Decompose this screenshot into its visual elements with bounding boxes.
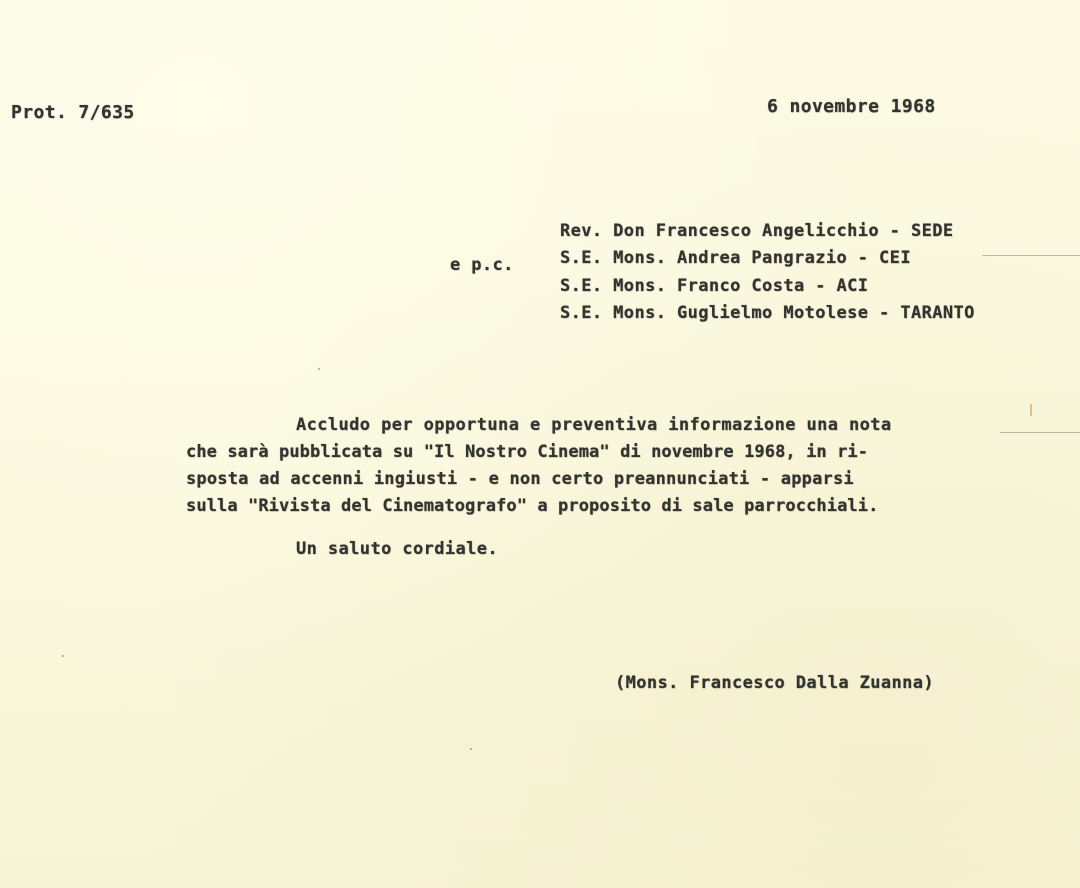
protocol-number: Prot. 7/635 <box>11 102 135 123</box>
margin-line-mark <box>1000 432 1080 433</box>
paper-speck <box>470 748 472 750</box>
letter-date: 6 novembre 1968 <box>767 96 936 117</box>
recipient-line-2: S.E. Mons. Andrea Pangrazio - CEI <box>560 248 911 268</box>
body-line-4: sulla "Rivista del Cinematografo" a proposito di sale parrocchiali. <box>186 496 879 516</box>
body-line-1: Accludo per opportuna e preventiva informazione una nota <box>296 415 892 435</box>
body-line-3: sposta ad accenni ingiusti - e non certo preannunciati - apparsi <box>186 469 854 489</box>
recipient-line-1: Rev. Don Francesco Angelicchio - SEDE <box>560 221 954 241</box>
cc-label: e p.c. <box>450 255 514 275</box>
greeting-line: Un saluto cordiale. <box>296 539 499 559</box>
signature-line: (Mons. Francesco Dalla Zuanna) <box>615 673 935 693</box>
body-line-2: che sarà pubblicata su "Il Nostro Cinema" di novembre 1968, in ri- <box>186 442 869 462</box>
paper-speck <box>62 655 64 657</box>
margin-line-mark <box>982 255 1080 256</box>
recipient-line-3: S.E. Mons. Franco Costa - ACI <box>560 276 869 296</box>
paper-speck <box>318 368 320 370</box>
recipient-line-4: S.E. Mons. Guglielmo Motolese - TARANTO <box>560 303 975 323</box>
paper-edge-mark <box>1030 404 1032 416</box>
